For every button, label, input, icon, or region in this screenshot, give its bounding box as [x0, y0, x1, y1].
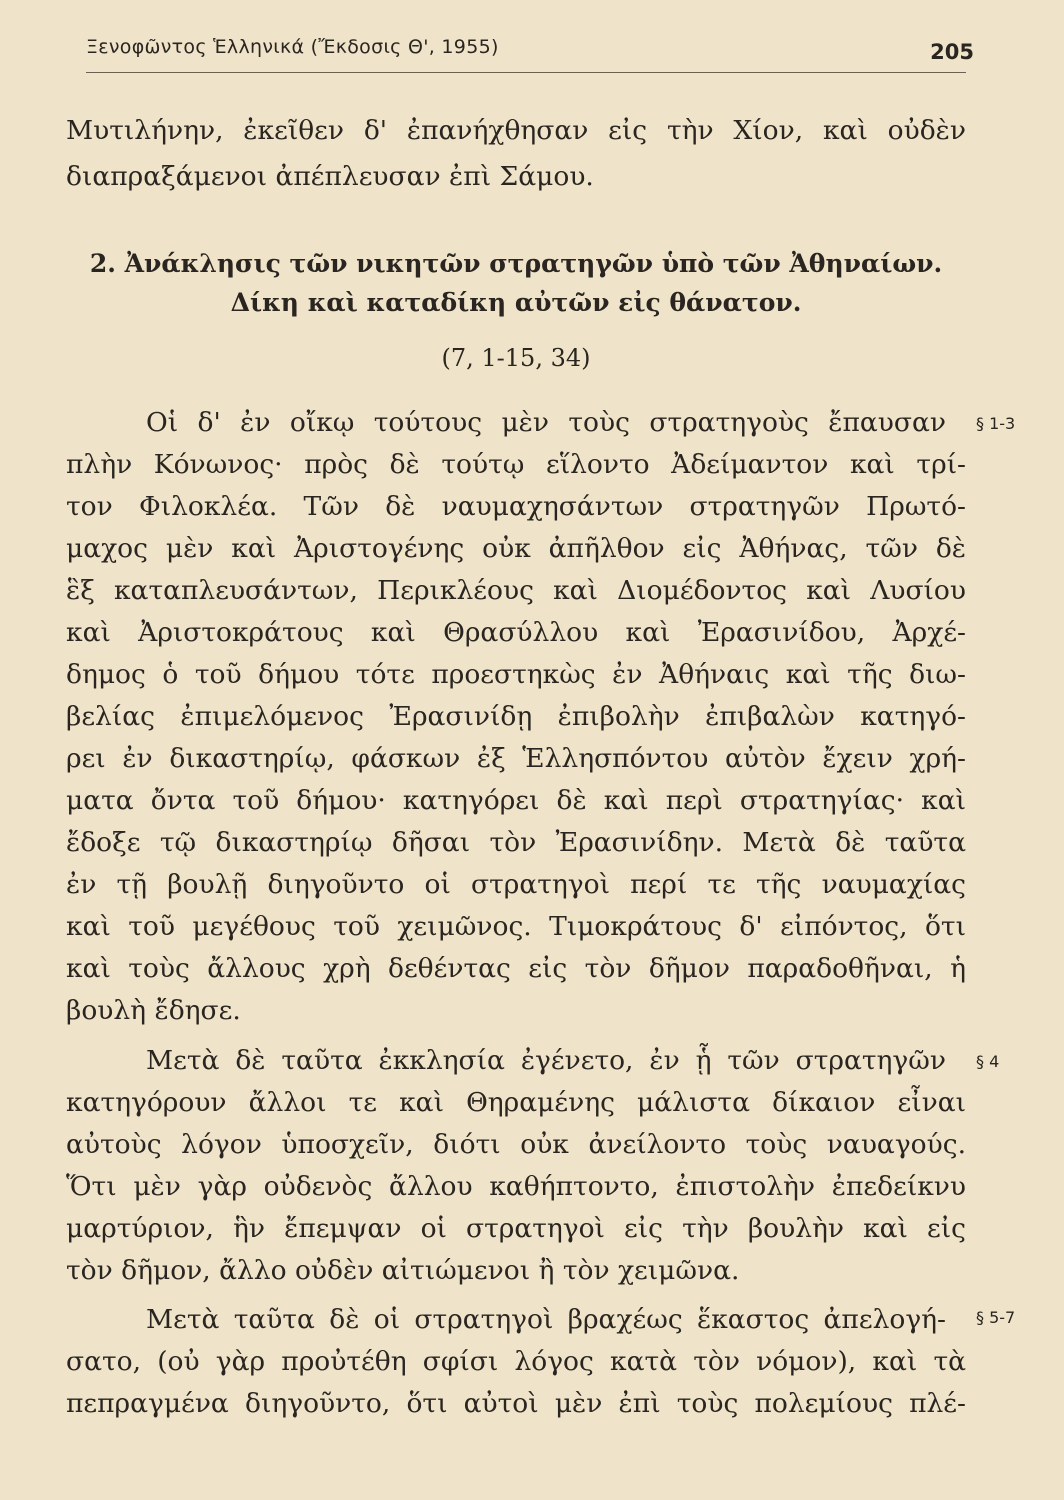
- text-line: ρει ἐν δικαστηρίῳ, φάσκων ἐξ Ἑλλησπόντου αὐτὸν ἔχειν χρή-: [66, 743, 966, 774]
- text-line: ἐν τῇ βουλῇ διηγοῦντο οἱ στρατηγοὶ περί τε τῆς ναυμαχίας: [66, 869, 966, 900]
- text-line: διαπραξάμενοι ἀπέπλευσαν ἐπὶ Σάμου.: [66, 161, 594, 192]
- text-line: καὶ Ἀριστοκράτους καὶ Θρασύλλου καὶ Ἐρασινίδου, Ἀρχέ-: [66, 617, 966, 648]
- text-line: καὶ τοῦ μεγέθους τοῦ χειμῶνος. Τιμοκράτους δ' εἰπόντος, ὅτι: [66, 911, 966, 942]
- text-line: Ὅτι μὲν γὰρ οὐδενὸς ἄλλου καθήπτοντο, ἐπιστολὴν ἐπεδείκνυ: [66, 1171, 966, 1202]
- text-line: Οἱ δ' ἐν οἴκῳ τούτους μὲν τοὺς στρατηγοὺς ἔπαυσαν: [146, 407, 946, 438]
- text-line: κατηγόρουν ἄλλοι τε καὶ Θηραμένης μάλιστα δίκαιον εἶναι: [66, 1087, 966, 1118]
- text-line: τὸν δῆμον, ἄλλο οὐδὲν αἰτιώμενοι ἢ τὸν χειμῶνα.: [66, 1255, 740, 1286]
- text-line: ἔδοξε τῷ δικαστηρίῳ δῆσαι τὸν Ἐρασινίδην. Μετὰ δὲ ταῦτα: [66, 827, 966, 858]
- text-line: μαρτύριον, ἣν ἔπεμψαν οἱ στρατηγοὶ εἰς τὴν βουλὴν καὶ εἰς: [66, 1213, 966, 1244]
- section-heading-line-2: Δίκη καὶ καταδίκη αὐτῶν εἰς θάνατον.: [230, 288, 802, 317]
- text-line: Μυτιλήνην, ἐκεῖθεν δ' ἐπανήχθησαν εἰς τὴν Χίον, καὶ οὐδὲν: [66, 115, 966, 146]
- text-line: τον Φιλοκλέα. Τῶν δὲ ναυμαχησάντων στρατηγῶν Πρωτό-: [66, 491, 966, 522]
- text-line: βελίας ἐπιμελόμενος Ἐρασινίδῃ ἐπιβολὴν ἐπιβαλὼν κατηγό-: [66, 701, 966, 732]
- text-line: ματα ὄντα τοῦ δήμου· κατηγόρει δὲ καὶ περὶ στρατηγίας· καὶ: [66, 785, 966, 816]
- running-title: Ξενοφῶντος Ἑλληνικά (Ἔκδοσις Θ', 1955): [86, 36, 499, 58]
- margin-note-section-ref: § 4: [976, 1052, 1000, 1071]
- text-line: δημος ὁ τοῦ δήμου τότε προεστηκὼς ἐν Ἀθήναις καὶ τῆς διω-: [66, 659, 966, 690]
- section-heading-line-1: 2. Ἀνάκλησις τῶν νικητῶν στρατηγῶν ὑπὸ τῶν Ἀθηναίων.: [89, 249, 943, 278]
- text-line: πεπραγμένα διηγοῦντο, ὅτι αὐτοὶ μὲν ἐπὶ τοὺς πολεμίους πλέ-: [66, 1388, 966, 1419]
- text-line: αὐτοὺς λόγον ὑποσχεῖν, διότι οὐκ ἀνείλοντο τοὺς ναυαγούς.: [66, 1129, 966, 1160]
- text-line: καὶ τοὺς ἄλλους χρὴ δεθέντας εἰς τὸν δῆμον παραδοθῆναι, ἡ: [66, 953, 966, 984]
- text-line: βουλὴ ἔδησε.: [66, 995, 241, 1026]
- margin-note-section-ref: § 5-7: [976, 1308, 1016, 1327]
- text-line: Μετὰ ταῦτα δὲ οἱ στρατηγοὶ βραχέως ἕκαστος ἀπελογή-: [146, 1304, 946, 1335]
- text-line: σατο, (οὐ γὰρ προὐτέθη σφίσι λόγος κατὰ τὸν νόμον), καὶ τὰ: [66, 1346, 966, 1377]
- page-number: 205: [930, 40, 974, 64]
- section-reference: (7, 1-15, 34): [441, 344, 591, 372]
- text-line: πλὴν Κόνωνος· πρὸς δὲ τούτῳ εἵλοντο Ἀδείμαντον καὶ τρί-: [66, 449, 966, 480]
- text-line: ἓξ καταπλευσάντων, Περικλέους καὶ Διομέδοντος καὶ Λυσίου: [66, 575, 966, 606]
- margin-note-section-ref: § 1-3: [976, 414, 1016, 433]
- page-header: [86, 36, 974, 66]
- text-line: Μετὰ δὲ ταῦτα ἐκκλησία ἐγένετο, ἐν ᾗ τῶν στρατηγῶν: [146, 1045, 946, 1076]
- header-rule: [86, 72, 966, 73]
- text-line: μαχος μὲν καὶ Ἀριστογένης οὐκ ἀπῆλθον εἰς Ἀθήνας, τῶν δὲ: [66, 533, 966, 564]
